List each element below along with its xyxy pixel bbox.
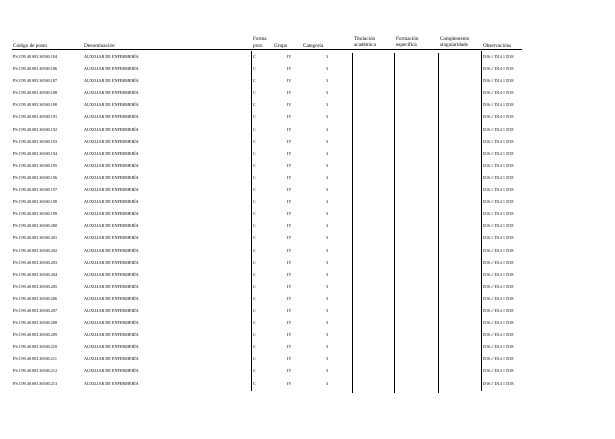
table-row bbox=[0, 317, 615, 329]
cell-categoria: 3 bbox=[326, 78, 329, 84]
cell-grupo: IV bbox=[287, 320, 292, 326]
cell-denominacion: AUXILIAR DE ENFERMERÍA bbox=[84, 199, 139, 205]
cell-forma-prov: C bbox=[253, 114, 256, 120]
cell-observacions: D16 // D14 // D18 bbox=[483, 138, 514, 144]
cell-grupo: IV bbox=[287, 247, 292, 253]
header-formacion-line1: Formación bbox=[396, 36, 419, 42]
cell-denominacion: AUXILIAR DE ENFERMERÍA bbox=[84, 114, 139, 120]
cell-denominacion: AUXILIAR DE ENFERMERÍA bbox=[84, 90, 139, 96]
cell-categoria: 3 bbox=[326, 332, 329, 338]
cell-denominacion: AUXILIAR DE ENFERMERÍA bbox=[84, 54, 139, 59]
cell-categoria: 3 bbox=[326, 380, 329, 386]
cell-grupo: IV bbox=[287, 223, 292, 229]
cell-observacions: D16 // D14 // D18 bbox=[483, 223, 514, 229]
cell-denominacion: AUXILIAR DE ENFERMERÍA bbox=[84, 307, 139, 313]
cell-grupo: IV bbox=[287, 380, 292, 386]
cell-observacions: D16 // D14 // D18 bbox=[483, 126, 514, 132]
table-row bbox=[0, 172, 615, 184]
cell-forma-prov: C bbox=[253, 126, 256, 132]
cell-categoria: 3 bbox=[326, 211, 329, 217]
cell-observacions: D16 // D14 // D18 bbox=[483, 54, 514, 59]
table-row bbox=[0, 365, 615, 377]
table-row bbox=[0, 353, 615, 365]
table-row bbox=[0, 184, 615, 196]
cell-observacions: D16 // D14 // D18 bbox=[483, 380, 514, 386]
cell-observacions: D16 // D14 // D18 bbox=[483, 368, 514, 374]
cell-codigo: PS.C99.40.003.36500.211 bbox=[13, 356, 57, 362]
cell-categoria: 3 bbox=[326, 259, 329, 265]
cell-codigo: PS.C99.40.003.36500.204 bbox=[13, 271, 58, 277]
cell-codigo: PS.C99.40.003.36500.191 bbox=[13, 114, 58, 120]
cell-observacions: D16 // D14 // D18 bbox=[483, 320, 514, 326]
cell-grupo: IV bbox=[287, 66, 292, 72]
cell-codigo: PS.C99.40.003.36500.199 bbox=[13, 211, 58, 217]
cell-denominacion: AUXILIAR DE ENFERMERÍA bbox=[84, 126, 139, 132]
cell-categoria: 3 bbox=[326, 174, 329, 180]
cell-codigo: PS.C99.40.003.36500.202 bbox=[13, 247, 58, 253]
cell-denominacion: AUXILIAR DE ENFERMERÍA bbox=[84, 344, 139, 350]
cell-observacions: D16 // D14 // D18 bbox=[483, 78, 514, 84]
table-row bbox=[0, 220, 615, 232]
header-titulacion-line1: Titulación bbox=[354, 36, 376, 42]
cell-forma-prov: C bbox=[253, 332, 256, 338]
cell-observacions: D16 // D14 // D18 bbox=[483, 90, 514, 96]
header-observacions: Observacións bbox=[483, 43, 512, 49]
cell-categoria: 3 bbox=[326, 283, 329, 289]
header-denominacion: Denominación bbox=[84, 43, 115, 49]
cell-denominacion: AUXILIAR DE ENFERMERÍA bbox=[84, 162, 139, 168]
table-row bbox=[0, 51, 615, 63]
cell-codigo: PS.C99.40.003.36500.207 bbox=[13, 307, 58, 313]
cell-denominacion: AUXILIAR DE ENFERMERÍA bbox=[84, 223, 139, 229]
cell-observacions: D16 // D14 // D18 bbox=[483, 295, 514, 301]
cell-categoria: 3 bbox=[326, 138, 329, 144]
cell-denominacion: AUXILIAR DE ENFERMERÍA bbox=[84, 235, 139, 241]
cell-denominacion: AUXILIAR DE ENFERMERÍA bbox=[84, 211, 139, 217]
cell-denominacion: AUXILIAR DE ENFERMERÍA bbox=[84, 66, 139, 72]
table-row bbox=[0, 281, 615, 293]
cell-denominacion: AUXILIAR DE ENFERMERÍA bbox=[84, 271, 139, 277]
cell-categoria: 3 bbox=[326, 126, 329, 132]
cell-grupo: IV bbox=[287, 78, 292, 84]
table-row bbox=[0, 75, 615, 87]
header-titulacion-line2: académica bbox=[354, 42, 376, 48]
cell-grupo: IV bbox=[287, 126, 292, 132]
cell-grupo: IV bbox=[287, 307, 292, 313]
cell-observacions: D16 // D14 // D18 bbox=[483, 174, 514, 180]
cell-denominacion: AUXILIAR DE ENFERMERÍA bbox=[84, 78, 139, 84]
cell-categoria: 3 bbox=[326, 54, 329, 59]
table-row bbox=[0, 305, 615, 317]
cell-forma-prov: C bbox=[253, 271, 256, 277]
cell-categoria: 3 bbox=[326, 102, 329, 108]
cell-forma-prov: C bbox=[253, 199, 256, 205]
cell-denominacion: AUXILIAR DE ENFERMERÍA bbox=[84, 102, 139, 108]
cell-grupo: IV bbox=[287, 162, 292, 168]
table-row bbox=[0, 111, 615, 123]
cell-categoria: 3 bbox=[326, 356, 329, 362]
cell-grupo: IV bbox=[287, 332, 292, 338]
table-row bbox=[0, 160, 615, 172]
cell-forma-prov: C bbox=[253, 259, 256, 265]
cell-forma-prov: C bbox=[253, 320, 256, 326]
cell-categoria: 3 bbox=[326, 247, 329, 253]
cell-grupo: IV bbox=[287, 187, 292, 193]
cell-grupo: IV bbox=[287, 90, 292, 96]
cell-codigo: PS.C99.40.003.36500.213 bbox=[13, 380, 58, 386]
cell-codigo: PS.C99.40.003.36500.190 bbox=[13, 102, 58, 108]
cell-denominacion: AUXILIAR DE ENFERMERÍA bbox=[84, 295, 139, 301]
cell-observacions: D16 // D14 // D18 bbox=[483, 344, 514, 350]
table-row bbox=[0, 148, 615, 160]
cell-codigo: PS.C99.40.003.36500.197 bbox=[13, 187, 58, 193]
header-formacion-line2: específica bbox=[396, 42, 417, 48]
cell-forma-prov: C bbox=[253, 102, 256, 108]
cell-observacions: D16 // D14 // D18 bbox=[483, 307, 514, 313]
cell-codigo: PS.C99.40.003.36500.212 bbox=[13, 368, 58, 374]
cell-forma-prov: C bbox=[253, 90, 256, 96]
cell-forma-prov: C bbox=[253, 54, 256, 59]
header-forma-prov-line1: Forma bbox=[253, 36, 267, 42]
cell-forma-prov: C bbox=[253, 66, 256, 72]
cell-observacions: D16 // D14 // D18 bbox=[483, 187, 514, 193]
cell-forma-prov: C bbox=[253, 187, 256, 193]
cell-codigo: PS.C99.40.003.36500.193 bbox=[13, 138, 58, 144]
cell-categoria: 3 bbox=[326, 271, 329, 277]
header-complemento-line1: Complemento bbox=[440, 36, 470, 42]
cell-codigo: PS.C99.40.003.36500.201 bbox=[13, 235, 58, 241]
cell-grupo: IV bbox=[287, 368, 292, 374]
cell-grupo: IV bbox=[287, 271, 292, 277]
cell-observacions: D16 // D14 // D18 bbox=[483, 235, 514, 241]
cell-grupo: IV bbox=[287, 356, 292, 362]
cell-codigo: PS.C99.40.003.36500.205 bbox=[13, 283, 58, 289]
table-row bbox=[0, 245, 615, 257]
cell-grupo: IV bbox=[287, 199, 292, 205]
cell-forma-prov: C bbox=[253, 380, 256, 386]
cell-denominacion: AUXILIAR DE ENFERMERÍA bbox=[84, 259, 139, 265]
table-row bbox=[0, 341, 615, 353]
cell-observacions: D16 // D14 // D18 bbox=[483, 162, 514, 168]
cell-observacions: D16 // D14 // D18 bbox=[483, 114, 514, 120]
cell-forma-prov: C bbox=[253, 78, 256, 84]
cell-observacions: D16 // D14 // D18 bbox=[483, 211, 514, 217]
cell-forma-prov: C bbox=[253, 344, 256, 350]
cell-codigo: PS.C99.40.003.36500.210 bbox=[13, 344, 58, 350]
cell-forma-prov: C bbox=[253, 235, 256, 241]
cell-codigo: PS.C99.40.003.36500.206 bbox=[13, 295, 58, 301]
cell-grupo: IV bbox=[287, 259, 292, 265]
cell-categoria: 3 bbox=[326, 320, 329, 326]
cell-observacions: D16 // D14 // D18 bbox=[483, 356, 514, 362]
cell-codigo: PS.C99.40.003.36500.208 bbox=[13, 320, 58, 326]
cell-forma-prov: C bbox=[253, 356, 256, 362]
cell-forma-prov: C bbox=[253, 295, 256, 301]
cell-denominacion: AUXILIAR DE ENFERMERÍA bbox=[84, 150, 139, 156]
cell-observacions: D16 // D14 // D18 bbox=[483, 247, 514, 253]
cell-categoria: 3 bbox=[326, 187, 329, 193]
cell-codigo: PS.C99.40.003.36500.187 bbox=[13, 78, 58, 84]
table-row bbox=[0, 99, 615, 111]
table-row bbox=[0, 87, 615, 99]
cell-codigo: PS.C99.40.003.36500.184 bbox=[13, 54, 58, 59]
cell-codigo: PS.C99.40.003.36500.209 bbox=[13, 332, 58, 338]
cell-grupo: IV bbox=[287, 138, 292, 144]
cell-observacions: D16 // D14 // D18 bbox=[483, 199, 514, 205]
header-grupo: Grupo bbox=[274, 43, 288, 49]
cell-categoria: 3 bbox=[326, 344, 329, 350]
cell-codigo: PS.C99.40.003.36500.188 bbox=[13, 90, 58, 96]
cell-codigo: PS.C99.40.003.36500.203 bbox=[13, 259, 58, 265]
header-codigo: Código de posto bbox=[13, 43, 48, 49]
cell-denominacion: AUXILIAR DE ENFERMERÍA bbox=[84, 320, 139, 326]
cell-denominacion: AUXILIAR DE ENFERMERÍA bbox=[84, 368, 139, 374]
cell-denominacion: AUXILIAR DE ENFERMERÍA bbox=[84, 138, 139, 144]
header-rule bbox=[12, 49, 522, 50]
cell-categoria: 3 bbox=[326, 235, 329, 241]
header-forma-prov-line2: prov. bbox=[253, 43, 264, 49]
cell-codigo: PS.C99.40.003.36500.196 bbox=[13, 174, 58, 180]
cell-denominacion: AUXILIAR DE ENFERMERÍA bbox=[84, 332, 139, 338]
header-categoria: Categoría bbox=[303, 43, 324, 49]
cell-denominacion: AUXILIAR DE ENFERMERÍA bbox=[84, 187, 139, 193]
cell-denominacion: AUXILIAR DE ENFERMERÍA bbox=[84, 283, 139, 289]
cell-codigo: PS.C99.40.003.36500.192 bbox=[13, 126, 58, 132]
cell-categoria: 3 bbox=[326, 90, 329, 96]
cell-categoria: 3 bbox=[326, 223, 329, 229]
table-row bbox=[0, 136, 615, 148]
cell-forma-prov: C bbox=[253, 368, 256, 374]
header-complemento-line2: singularidade bbox=[440, 42, 468, 48]
cell-categoria: 3 bbox=[326, 368, 329, 374]
cell-forma-prov: C bbox=[253, 150, 256, 156]
cell-observacions: D16 // D14 // D18 bbox=[483, 150, 514, 156]
cell-grupo: IV bbox=[287, 174, 292, 180]
table-row bbox=[0, 293, 615, 305]
cell-categoria: 3 bbox=[326, 199, 329, 205]
cell-denominacion: AUXILIAR DE ENFERMERÍA bbox=[84, 174, 139, 180]
cell-observacions: D16 // D14 // D18 bbox=[483, 102, 514, 108]
cell-forma-prov: C bbox=[253, 247, 256, 253]
cell-forma-prov: C bbox=[253, 138, 256, 144]
cell-forma-prov: C bbox=[253, 211, 256, 217]
cell-denominacion: AUXILIAR DE ENFERMERÍA bbox=[84, 247, 139, 253]
cell-forma-prov: C bbox=[253, 307, 256, 313]
cell-grupo: IV bbox=[287, 150, 292, 156]
cell-categoria: 3 bbox=[326, 307, 329, 313]
cell-grupo: IV bbox=[287, 344, 292, 350]
cell-categoria: 3 bbox=[326, 295, 329, 301]
cell-denominacion: AUXILIAR DE ENFERMERÍA bbox=[84, 380, 139, 386]
cell-observacions: D16 // D14 // D18 bbox=[483, 332, 514, 338]
table-row bbox=[0, 269, 615, 281]
table-row bbox=[0, 378, 615, 390]
cell-codigo: PS.C99.40.003.36500.198 bbox=[13, 199, 58, 205]
cell-forma-prov: C bbox=[253, 162, 256, 168]
cell-codigo: PS.C99.40.003.36500.195 bbox=[13, 162, 58, 168]
table-row bbox=[0, 329, 615, 341]
cell-categoria: 3 bbox=[326, 114, 329, 120]
cell-forma-prov: C bbox=[253, 223, 256, 229]
table-row bbox=[0, 63, 615, 75]
cell-categoria: 3 bbox=[326, 162, 329, 168]
cell-grupo: IV bbox=[287, 54, 292, 59]
table-row bbox=[0, 232, 615, 244]
table-body bbox=[0, 51, 615, 390]
table-row bbox=[0, 124, 615, 136]
cell-codigo: PS.C99.40.003.36500.194 bbox=[13, 150, 58, 156]
table-row bbox=[0, 208, 615, 220]
cell-observacions: D16 // D14 // D18 bbox=[483, 259, 514, 265]
cell-observacions: D16 // D14 // D18 bbox=[483, 66, 514, 72]
cell-codigo: PS.C99.40.003.36500.200 bbox=[13, 223, 58, 229]
cell-forma-prov: C bbox=[253, 283, 256, 289]
cell-observacions: D16 // D14 // D18 bbox=[483, 271, 514, 277]
table-row bbox=[0, 257, 615, 269]
cell-grupo: IV bbox=[287, 235, 292, 241]
cell-denominacion: AUXILIAR DE ENFERMERÍA bbox=[84, 356, 139, 362]
table-row bbox=[0, 196, 615, 208]
cell-codigo: PS.C99.40.003.36500.186 bbox=[13, 66, 58, 72]
cell-grupo: IV bbox=[287, 295, 292, 301]
cell-grupo: IV bbox=[287, 114, 292, 120]
cell-grupo: IV bbox=[287, 102, 292, 108]
cell-grupo: IV bbox=[287, 211, 292, 217]
cell-grupo: IV bbox=[287, 283, 292, 289]
cell-observacions: D16 // D14 // D18 bbox=[483, 283, 514, 289]
cell-categoria: 3 bbox=[326, 150, 329, 156]
cell-forma-prov: C bbox=[253, 174, 256, 180]
cell-categoria: 3 bbox=[326, 66, 329, 72]
